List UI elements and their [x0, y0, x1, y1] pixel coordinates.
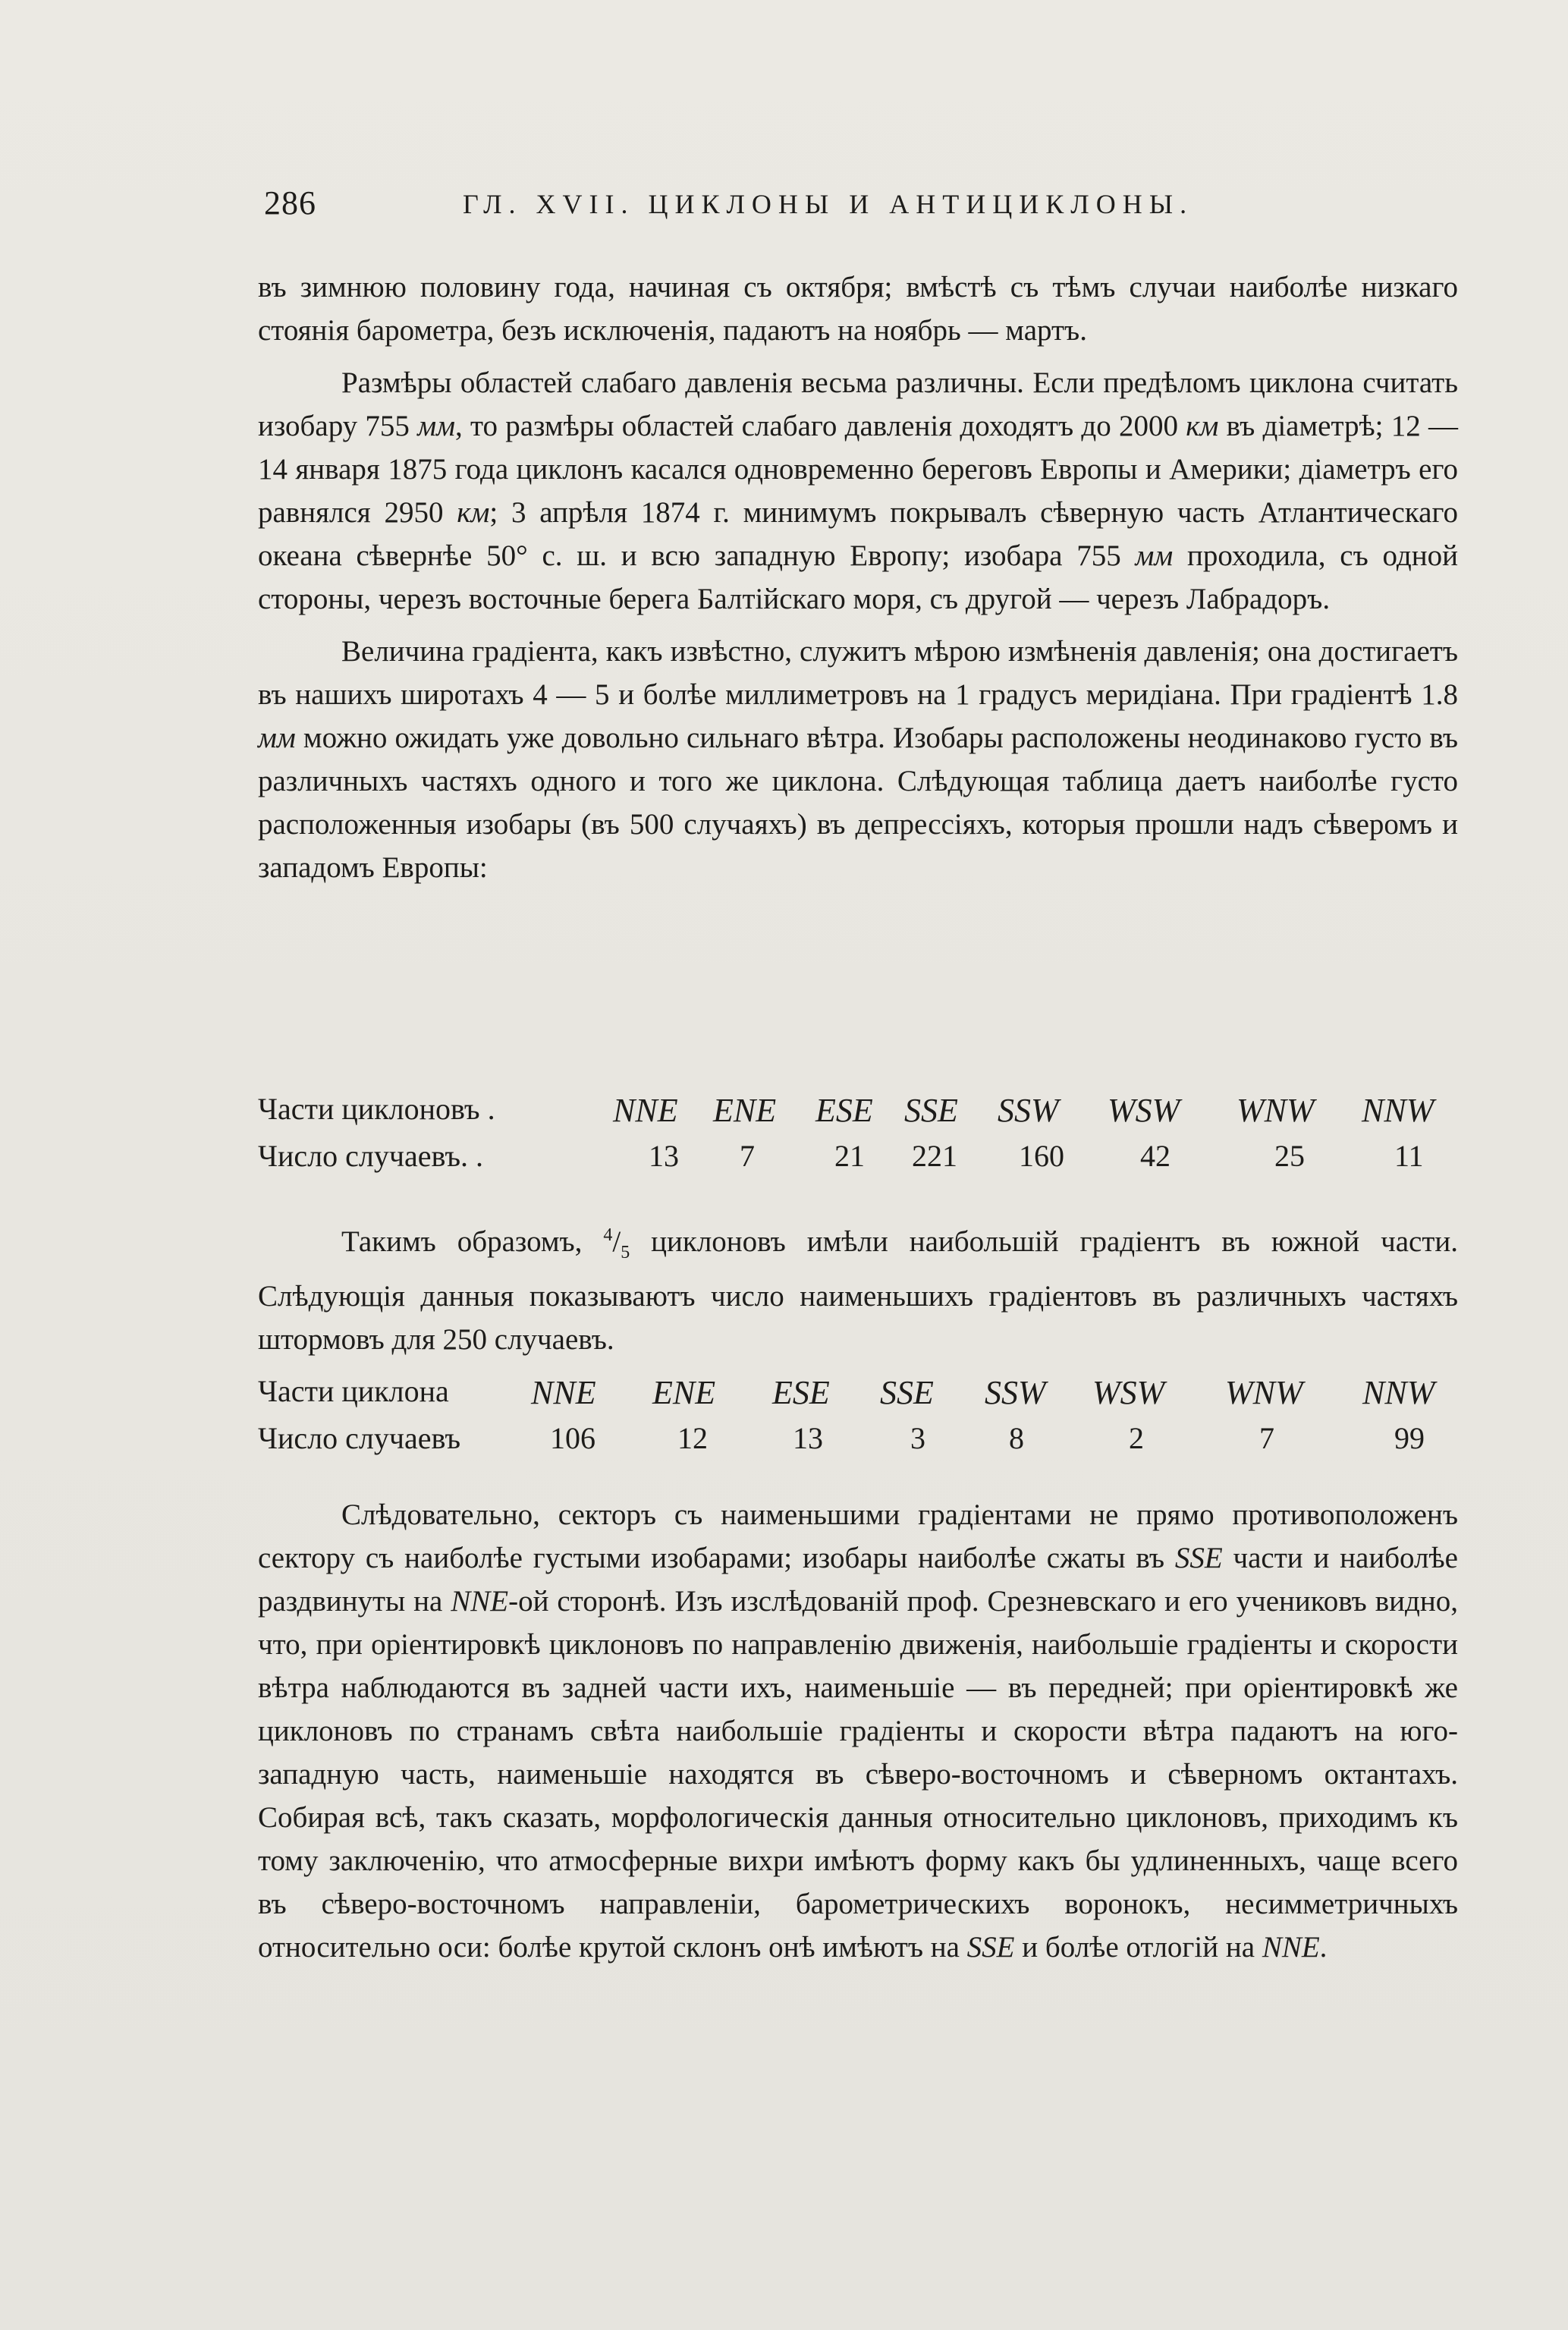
column-header: ESE — [772, 1374, 830, 1411]
column-header: NNE — [613, 1092, 678, 1129]
table-cell: 8 — [1009, 1421, 1024, 1455]
column-header: ESE — [815, 1092, 873, 1129]
column-header: ENE — [652, 1374, 716, 1411]
body-text-middle — [258, 1214, 1458, 1361]
table-cell: 7 — [740, 1139, 755, 1173]
column-header: SSW — [985, 1374, 1046, 1411]
body-text-top — [258, 266, 1458, 889]
column-header: WSW — [1108, 1092, 1180, 1129]
table-row-counts — [258, 1420, 1472, 1463]
column-header: NNE — [531, 1374, 596, 1411]
body-text-bottom — [258, 1493, 1458, 1969]
table-cell: 2 — [1129, 1421, 1144, 1455]
table-row-counts — [258, 1138, 1472, 1181]
table-max-gradients — [258, 1091, 1472, 1181]
paragraph-2: Размѣры областей слабаго давленія весьма различны. Если предѣломъ циклона считать изобару 755 мм, то размѣры областей слабаго давленія доходятъ до 2000 км въ діаметрѣ; 12 — 14 января 1875 года циклонъ касался одновременно береговъ Европы и Америки; діаметръ его равнялся 2950 км; 3 апрѣля 1874 г. минимумъ покрывалъ сѣверную часть Атлантическаго океана сѣвернѣе 50° с. ш. и всю западную Европу; изобара 755 мм проходила, съ одной стороны, черезъ восточные берега Балтійскаго моря, съ другой — черезъ Лабрадоръ. — [258, 366, 1458, 615]
table-cell: 106 — [550, 1421, 595, 1455]
row-label: Число случаевъ — [258, 1421, 461, 1455]
running-head: ГЛ. XVII. ЦИКЛОНЫ И АНТИЦИКЛОНЫ. — [463, 189, 1194, 219]
row-label: Число случаевъ. . — [258, 1139, 484, 1173]
table-cell: 160 — [1019, 1139, 1064, 1173]
column-header: NNW — [1362, 1092, 1434, 1129]
table-min-gradients — [258, 1373, 1472, 1463]
table-cell: 12 — [677, 1421, 708, 1455]
column-header: WNW — [1236, 1092, 1315, 1129]
table-cell: 42 — [1140, 1139, 1171, 1173]
table-cell: 13 — [649, 1139, 679, 1173]
table-cell: 21 — [834, 1139, 865, 1173]
column-header: ENE — [713, 1092, 777, 1129]
page-number: 286 — [264, 184, 316, 222]
table-cell: 221 — [912, 1139, 957, 1173]
paragraph-4: Такимъ образомъ, $^4/_5$ циклоновъ имѣли наибольшій градіентъ въ южной части. Слѣдующія данныя показываютъ число наименьшихъ градіентовъ въ различныхъ частяхъ штормовъ для 250 случаевъ. — [258, 1225, 1459, 1356]
table-row-parts — [258, 1373, 1472, 1416]
row-label: Части циклона — [258, 1374, 449, 1408]
table-cell: 25 — [1274, 1139, 1305, 1173]
column-header: SSE — [880, 1374, 934, 1411]
table-cell: 7 — [1259, 1421, 1274, 1455]
paragraph-5: Слѣдовательно, секторъ съ наименьшими градіентами не прямо противоположенъ сектору съ наиболѣе густыми изобарами; изобары наиболѣе сжаты въ SSE части и наиболѣе раздвинуты на NNE-ой сторонѣ. Изъ изслѣдованій проф. Срезневскаго и его учениковъ видно, что, при оріентировкѣ циклоновъ по направленію движенія, наибольшіе градіенты и скорости вѣтра наблюдаются въ задней части ихъ, наименьшіе — въ передней; при оріентировкѣ же циклоновъ по странамъ свѣта наибольшіе градіенты и скорости вѣтра падаютъ на юго-западную часть, наименьшіе находятся въ сѣверо-восточномъ и сѣверномъ октантахъ. Собирая всѣ, такъ сказать, морфологическія данныя относительно циклоновъ, приходимъ къ тому заключенію, что атмосферные вихри имѣютъ форму какъ бы удлиненныхъ, чаще всего въ сѣверо-восточномъ направленіи, барометрическихъ воронокъ, несимметричныхъ относительно оси: болѣе крутой склонъ онѣ имѣютъ на SSE и болѣе отлогій на NNE. — [258, 1498, 1458, 1964]
table-cell: 13 — [793, 1421, 823, 1455]
column-header: NNW — [1362, 1374, 1435, 1411]
page-header — [258, 184, 1472, 229]
table-cell: 99 — [1394, 1421, 1425, 1455]
table-cell: 3 — [910, 1421, 925, 1455]
paragraph-3: Величина градіента, какъ извѣстно, служитъ мѣрою измѣненія давленія; она достигаетъ въ нашихъ широтахъ 4 — 5 и болѣе миллиметровъ на 1 градусъ меридіана. При градіентѣ 1.8 мм можно ожидать уже довольно сильнаго вѣтра. Изобары расположены неодинаково густо въ различныхъ частяхъ одного и того же циклона. Слѣдующая таблица даетъ наиболѣе густо расположенныя изобары (въ 500 случаяхъ) въ депрессіяхъ, которыя прошли надъ сѣверомъ и западомъ Европы: — [258, 635, 1458, 884]
row-label: Части циклоновъ . — [258, 1092, 495, 1126]
column-header: WNW — [1225, 1374, 1303, 1411]
paragraph-1: въ зимнюю половину года, начиная съ октября; вмѣстѣ съ тѣмъ случаи наиболѣе низкаго стоянія барометра, безъ исключенія, падаютъ на ноябрь — мартъ. — [258, 271, 1458, 347]
column-header: SSE — [904, 1092, 958, 1129]
table-row-parts — [258, 1091, 1472, 1134]
column-header: SSW — [998, 1092, 1059, 1129]
column-header: WSW — [1092, 1374, 1165, 1411]
table-cell: 11 — [1394, 1139, 1424, 1173]
